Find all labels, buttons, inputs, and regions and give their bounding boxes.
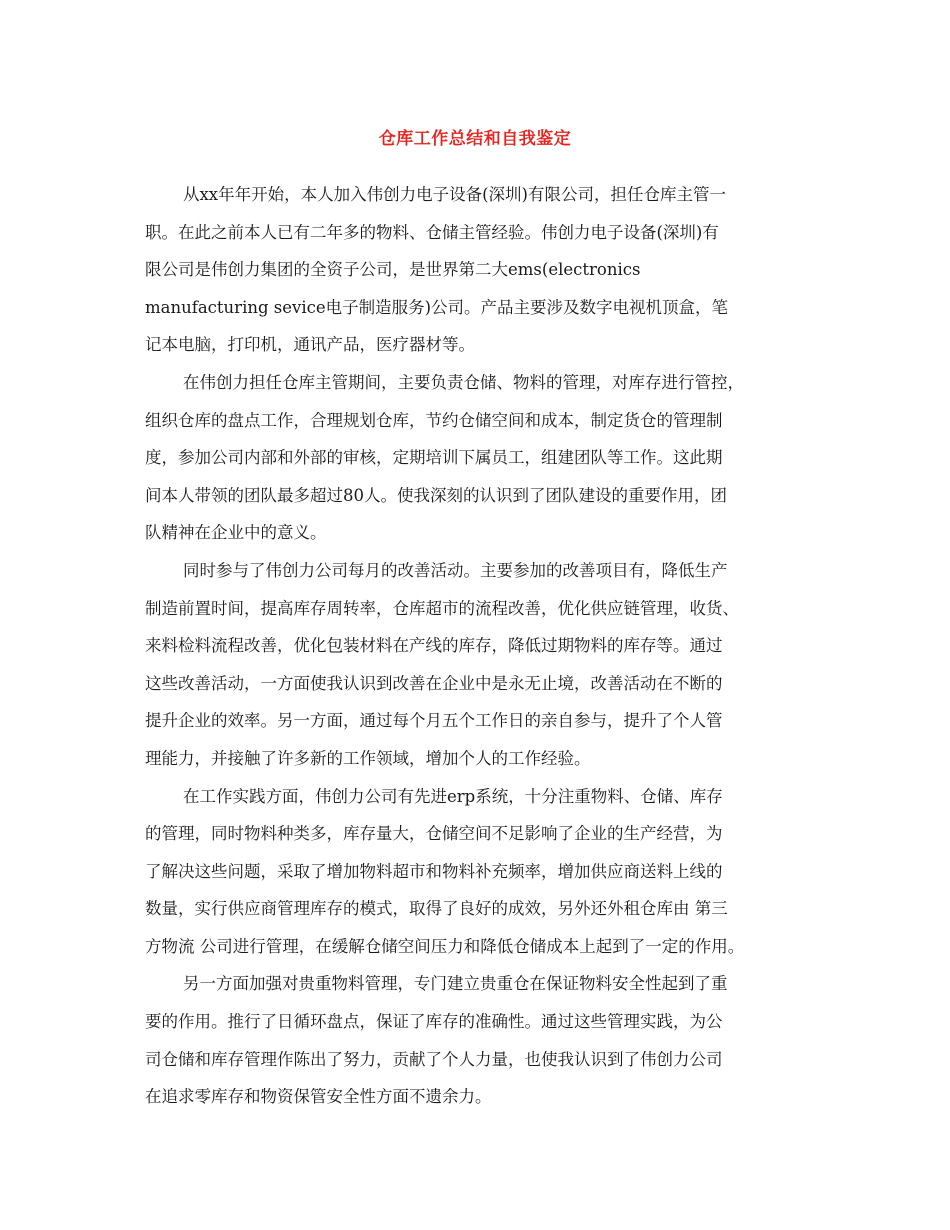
text-line: 方物流 公司进行管理，在缓解仓储空间压力和降低仓储成本上起到了一定的作用。 [145,936,745,956]
text-line: 另一方面加强对贵重物料管理，专门建立贵重仓在保证物料安全性起到了重 [183,974,728,994]
text-line: 了解决这些问题，采取了增加物料超市和物料补充频率，增加供应商送料上线的 [145,861,723,881]
text-line: 要的作用。推行了日循环盘点，保证了库存的准确性。通过这些管理实践，为公 [145,1012,723,1032]
text-line: 职。在此之前本人已有二年多的物料、仓储主管经验。伟创力电子设备(深圳)有 [145,222,719,242]
text-line: 提升企业的效率。另一方面，通过每个月五个工作日的亲自参与，提升了个人管 [145,711,723,731]
text-line: 从xx年年开始，本人加入伟创力电子设备(深圳)有限公司，担任仓库主管一 [183,185,726,204]
text-line: 司仓储和库存管理作陈出了努力，贡献了个人力量，也使我认识到了伟创力公司 [145,1049,723,1069]
paragraph [145,552,815,778]
paragraph [145,965,815,1115]
text-line: manufacturing sevice电子制造服务)公司。产品主要涉及数字电视机顶盒，笔 [145,297,729,317]
text-line: 度，参加公司内部和外部的审核，定期培训下属员工，组建团队等工作。这此期 [145,448,723,468]
document-title: 仓库工作总结和自我鉴定 [378,129,572,149]
paragraph [145,176,815,364]
text-line: 制造前置时间，提高库存周转率，仓库超市的流程改善，优化供应链管理，收货、 [145,598,739,618]
text-line: 来料检料流程改善，优化包装材料在产线的库存，降低过期物料的库存等。通过 [145,636,723,656]
text-line: 组织仓库的盘点工作，合理规划仓库，节约仓储空间和成本，制定货仓的管理制 [145,410,723,430]
paragraph [145,778,815,966]
text-line: 记本电脑，打印机，通讯产品，医疗器材等。 [145,335,475,355]
text-line: 间本人带领的团队最多超过80人。使我深刻的认识到了团队建设的重要作用，团 [145,485,727,505]
text-line: 这些改善活动，一方面使我认识到改善在企业中是永无止境，改善活动在不断的 [145,673,723,693]
text-line: 理能力，并接触了许多新的工作领域，增加个人的工作经验。 [145,748,591,768]
text-line: 数量，实行供应商管理库存的模式，取得了良好的成效，另外还外租仓库由 第三 [145,899,728,919]
text-line: 在伟创力担任仓库主管期间，主要负责仓储、物料的管理，对库存进行管控， [183,372,744,392]
text-line: 限公司是伟创力集团的全资子公司，是世界第二大ems(electronics [145,260,641,280]
text-line: 在工作实践方面，伟创力公司有先进erp系统，十分注重物料、仓储、库存 [183,786,723,806]
text-line: 在追求零库存和物资保管安全性方面不遗余力。 [145,1087,492,1107]
text-line: 队精神在企业中的意义。 [145,523,327,543]
text-line: 同时参与了伟创力公司每月的改善活动。主要参加的改善项目有，降低生产 [183,560,728,580]
text-line: 的管理，同时物料种类多，库存量大，仓储空间不足影响了企业的生产经营，为 [145,824,723,844]
document-body [145,176,815,1116]
paragraph [145,364,815,552]
